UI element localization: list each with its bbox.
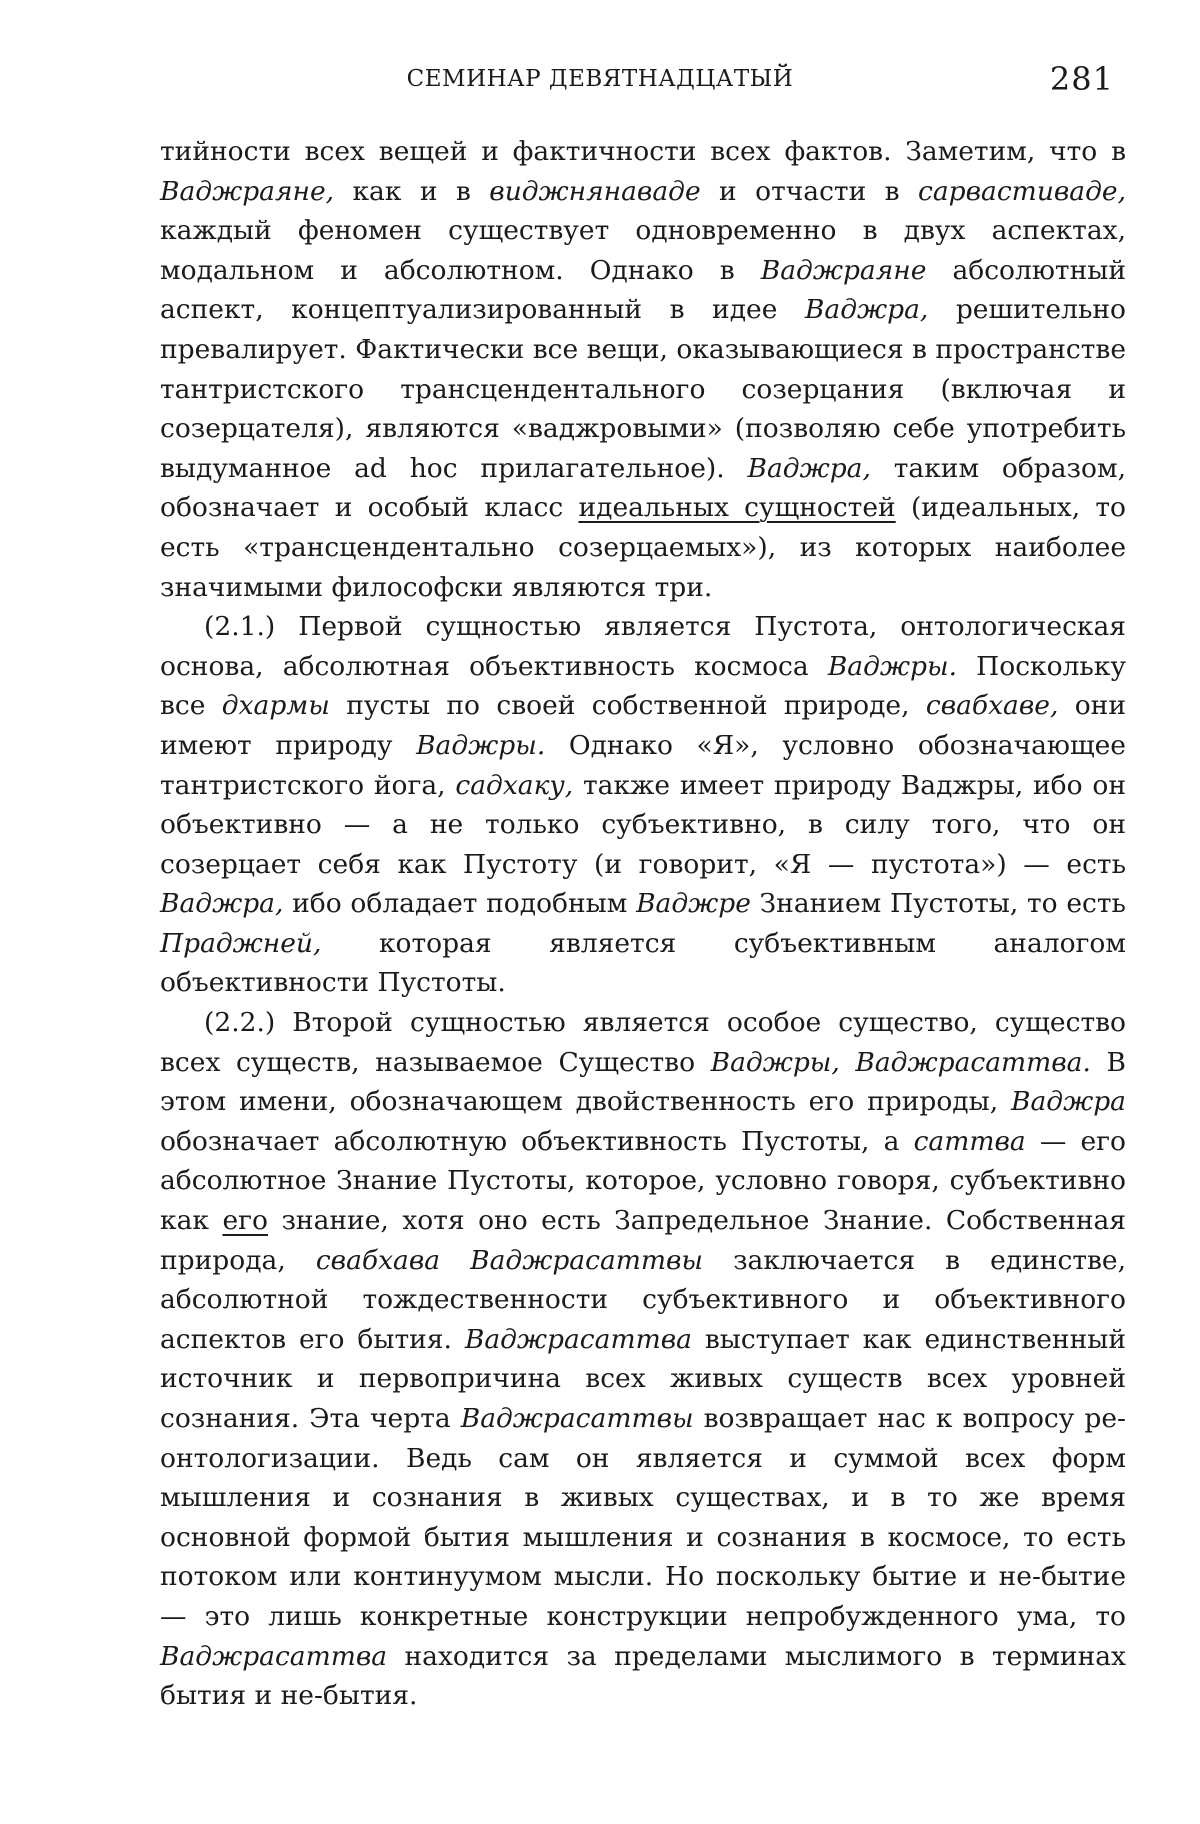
italic-term: Ваджра, xyxy=(160,888,284,920)
paragraph-2-1 xyxy=(160,607,1126,1003)
italic-term: Ваджрасаттвы xyxy=(460,1403,694,1434)
italic-term: Праджней, xyxy=(160,927,322,959)
text-run: обозначает абсолютную объективность Пустоты, а xyxy=(160,1125,914,1157)
text-run: решительно превалирует. Фактически все вещи, оказывающиеся в пространстве тантристского трансцендентального созерцания (включая и созерцателя), являются «ваджровыми» (позволяю себе употребить выдуманное ad hoc прилагательное). xyxy=(160,294,1126,484)
page-number: 281 xyxy=(1049,60,1114,98)
italic-term: Ваджра xyxy=(1011,1086,1126,1118)
text-run: которая является субъективным аналогом объективности Пустоты. xyxy=(160,927,1126,999)
italic-term: Ваджре xyxy=(636,888,751,920)
text-run: (2.2.) Второй сущностью является особое существо, существо всех существ, называемое Существо xyxy=(160,1007,1126,1078)
italic-term: Ваджры, Ваджрасаттва. xyxy=(710,1046,1091,1078)
italic-term: Ваджры. xyxy=(827,650,957,682)
underlined-word: его xyxy=(222,1205,268,1237)
text-run: возвращает нас к вопросу ре-онтологизации. Ведь сам он является и суммой всех форм мышления и сознания в живых существах, и в то же время основной формой бытия мышления и сознания в космосе, то есть потоком или континуумом мысли. Но поскольку бытие и не-бытие — это лишь конкретные конструкции непробужденного ума, то xyxy=(160,1403,1127,1632)
italic-term: свабхаве, xyxy=(925,690,1059,722)
body-text xyxy=(160,132,1126,1716)
page-header xyxy=(0,60,1200,100)
text-run: каждый феномен существует одновременно в двух аспектах, модальном и абсолютном. Однако в xyxy=(160,215,1126,286)
text-run: Поскольку все xyxy=(160,650,1126,722)
paragraph-2-2 xyxy=(160,1003,1126,1716)
italic-term: дхармы xyxy=(221,690,330,722)
italic-term: Ваджрасаттва xyxy=(160,1640,388,1672)
text-run: как и в xyxy=(334,175,490,207)
italic-term: саттва xyxy=(913,1125,1026,1157)
text-run: ибо обладает подобным xyxy=(283,888,637,920)
italic-term: Ваджраяне, xyxy=(160,175,335,207)
text-run: таким образом, обозначает и особый класс xyxy=(160,452,1126,524)
italic-term: Ваджрасаттва xyxy=(464,1323,692,1355)
text-run: также имеет природу Ваджры, ибо он объективно — а не только субъективно, в силу того, что он созерцает себя как Пустоту (и говорит, «Я — пустота») — есть xyxy=(160,769,1126,880)
italic-term: Ваджра, xyxy=(747,452,871,484)
italic-term: садхаку, xyxy=(455,769,574,801)
text-run: Знанием Пустоты, то есть xyxy=(750,888,1126,920)
italic-term: Ваджраяне xyxy=(760,254,927,286)
text-run: заключается в единстве, абсолютной тождественности субъективного и объективного аспектов его бытия. xyxy=(160,1244,1127,1355)
text-run: они имеют природу xyxy=(160,690,1126,761)
text-run: выступает как единственный источник и первопричина всех живых существ всех уровней сознания. Эта черта xyxy=(160,1323,1126,1434)
text-run: и отчасти в xyxy=(700,175,919,207)
text-run: абсолютный аспект, концептуализированный в идее xyxy=(160,254,1126,326)
text-run: тийности всех вещей и фактичности всех фактов. Заметим, что в xyxy=(160,136,1126,167)
text-run: Однако «Я», условно обозначающее тантристского йога, xyxy=(160,729,1126,801)
italic-term: сарвастиваде, xyxy=(918,175,1127,207)
paragraph-1 xyxy=(160,132,1126,607)
text-run: (идеальных, то есть «трансцендентально созерцаемых»), из которых наиболее значимыми философски являются три. xyxy=(160,492,1126,603)
italic-term: Ваджра, xyxy=(804,294,929,326)
underlined-phrase: идеальных сущностей xyxy=(578,492,896,524)
italic-term: свабхава Ваджрасаттвы xyxy=(315,1244,704,1276)
running-title: СЕМИНАР ДЕВЯТНАДЦАТЫЙ xyxy=(406,66,794,92)
text-run: знание, хотя оно есть Запредельное Знание. Собственная природа, xyxy=(160,1205,1126,1276)
italic-term: виджнянаваде xyxy=(489,175,701,207)
italic-term: Ваджры. xyxy=(416,729,546,761)
text-run: пусты по своей собственной природе, xyxy=(329,690,926,722)
text-run: — его абсолютное Знание Пустоты, которое, условно говоря, субъективно как xyxy=(160,1125,1127,1237)
text-run: В этом имени, обозначающем двойственность его природы, xyxy=(160,1046,1126,1118)
text-run: находится за пределами мыслимого в терминах бытия и не-бытия. xyxy=(160,1640,1126,1712)
text-run: (2.1.) Первой сущностью является Пустота, онтологическая основа, абсолютная объективность космоса xyxy=(160,611,1126,682)
